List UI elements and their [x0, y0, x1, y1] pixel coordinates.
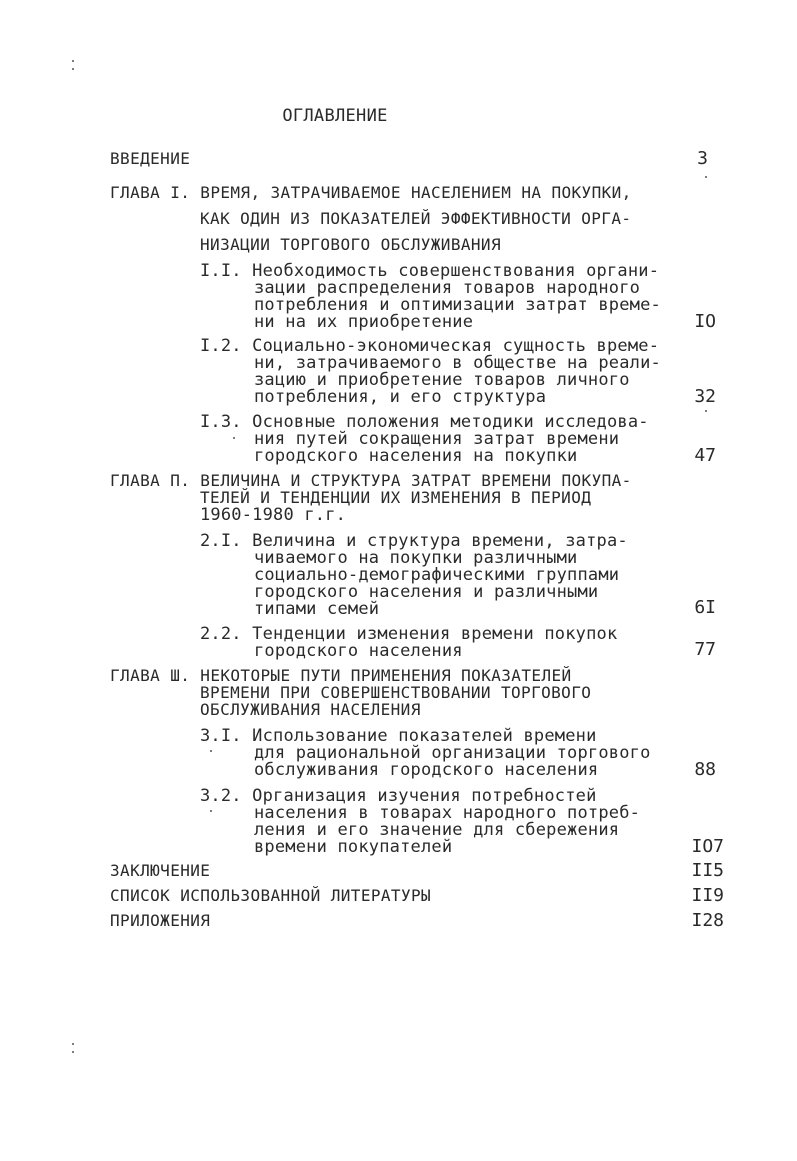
chapter-3-heading-line: ОБСЛУЖИВАНИЯ НАСЕЛЕНИЯ: [200, 700, 421, 719]
section-2-1-line: социально-демографическими группами: [254, 565, 620, 585]
page-number-2-2: 77: [694, 639, 716, 660]
chapter-2-heading-line: 1960-1980 г.г.: [200, 505, 347, 525]
scan-speck: [210, 750, 212, 752]
toc-entry-intro: ВВЕДЕНИЕ: [110, 149, 191, 168]
section-2-2-line: 2.2. Тенденции изменения времени покупок: [200, 624, 618, 644]
page-number-bibliography: II9: [691, 885, 724, 906]
section-3-1-line: для рациональной организации торгового: [254, 743, 651, 763]
toc-entry-conclusion: ЗАКЛЮЧЕНИЕ: [110, 861, 211, 880]
page-number-2-1: 6I: [694, 597, 716, 618]
scan-speck: [72, 68, 74, 70]
section-2-2-line: городского населения: [254, 641, 463, 661]
section-2-1-line: чиваемого на покупки различными: [254, 548, 578, 568]
page-number-intro: 3: [697, 148, 708, 169]
section-1-2-line: потребления, и его структура: [254, 387, 547, 407]
page-title: ОГЛАВЛЕНИЕ: [282, 106, 388, 126]
toc-entry-appendices: ПРИЛОЖЕНИЯ: [110, 911, 211, 930]
section-1-1-line: ни на их приобретение: [254, 312, 474, 332]
scan-speck: [72, 1051, 74, 1053]
chapter-3-heading-line: ВРЕМЕНИ ПРИ СОВЕРШЕНСТВОВАНИИ ТОРГОВОГО: [200, 683, 592, 702]
chapter-1-heading-line: ГЛАВА I. ВРЕМЯ, ЗАТРАЧИВАЕМОЕ НАСЕЛЕНИЕМ НА ПОКУПКИ,: [110, 183, 632, 202]
page-number-1-3: 47: [694, 445, 716, 466]
chapter-3-heading-line: ГЛАВА Ш. НЕКОТОРЫЕ ПУТИ ПРИМЕНЕНИЯ ПОКАЗАТЕЛЕЙ: [110, 666, 572, 685]
section-3-2-line: времени покупателей: [254, 837, 453, 857]
chapter-2-heading-line: ГЛАВА П. ВЕЛИЧИНА И СТРУКТУРА ЗАТРАТ ВРЕМЕНИ ПОКУПА-: [110, 471, 632, 490]
section-3-1-line: обслуживания городского населения: [254, 760, 599, 780]
section-3-2-line: населения в товарах народного потреб-: [254, 803, 641, 823]
section-1-2-line: I.2. Социально-экономическая сущность време-: [200, 336, 660, 356]
page-number-3-2: IO7: [691, 836, 724, 857]
section-3-2-line: 3.2. Организация изучения потребностей: [200, 786, 597, 806]
section-1-1-line: зации распределения товаров народного: [254, 278, 641, 298]
chapter-1-heading-line: КАК ОДИН ИЗ ПОКАЗАТЕЛЕЙ ЭФФЕКТИВНОСТИ ОРГА-: [200, 209, 632, 228]
scan-speck: [210, 810, 212, 812]
section-1-1-line: I.I. Необходимость совершенствования органи-: [200, 261, 660, 281]
chapter-2-heading-line: ТЕЛЕЙ И ТЕНДЕНЦИИ ИХ ИЗМЕНЕНИЯ В ПЕРИОД: [200, 488, 592, 507]
page-number-appendices: I28: [691, 910, 724, 931]
page-number-3-1: 88: [694, 759, 716, 780]
section-2-1-line: типами семей: [254, 599, 380, 619]
scan-speck: [233, 437, 235, 439]
section-1-3-line: городского населения на покупки: [254, 446, 578, 466]
page-number-1-1: IO: [694, 311, 716, 332]
toc-entry-bibliography: СПИСОК ИСПОЛЬЗОВАННОЙ ЛИТЕРАТУРЫ: [110, 886, 432, 905]
section-1-2-line: зацию и приобретение товаров личного: [254, 370, 630, 390]
scan-speck: [72, 1043, 74, 1045]
section-1-2-line: ни, затрачиваемого в обществе на реали-: [254, 353, 661, 373]
scan-speck: [72, 60, 74, 62]
page-number-1-2: 32: [694, 386, 716, 407]
page-number-conclusion: II5: [691, 860, 724, 881]
section-1-1-line: потребления и оптимизации затрат време-: [254, 295, 661, 315]
section-1-3-line: ния путей сокращения затрат времени: [254, 429, 620, 449]
scan-speck: [705, 410, 707, 412]
section-3-2-line: ления и его значение для сбережения: [254, 820, 620, 840]
section-2-1-line: 2.I. Величина и структура времени, затра-: [200, 531, 628, 551]
section-1-3-line: I.3. Основные положения методики исследова-: [200, 412, 649, 432]
section-2-1-line: городского населения и различными: [254, 582, 599, 602]
chapter-1-heading-line: НИЗАЦИИ ТОРГОВОГО ОБСЛУЖИВАНИЯ: [200, 235, 501, 254]
section-3-1-line: 3.I. Использование показателей времени: [200, 726, 597, 746]
scan-speck: [705, 176, 707, 178]
